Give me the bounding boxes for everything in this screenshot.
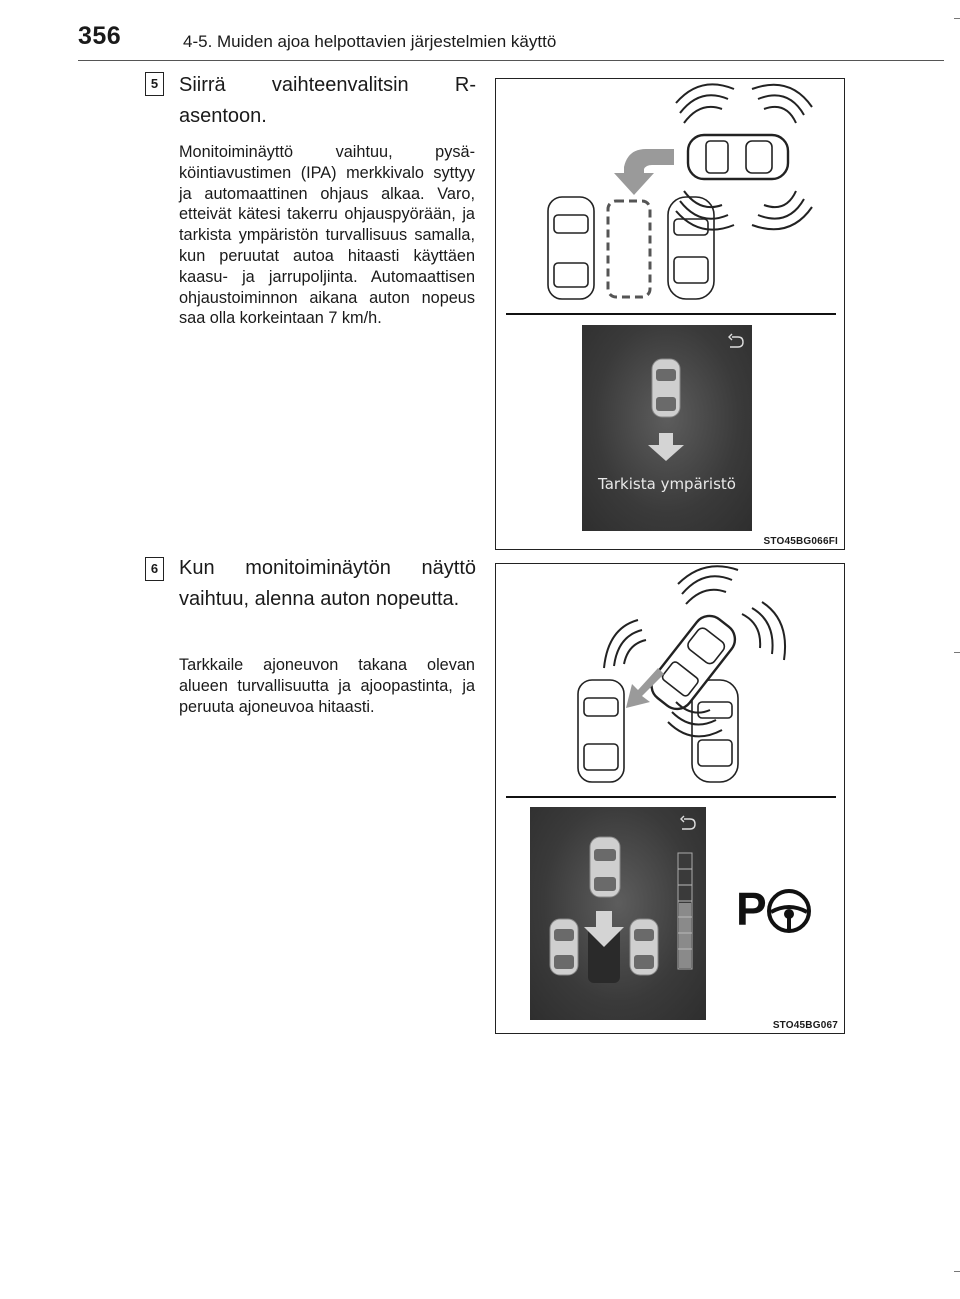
- steering-wheel-icon: [766, 888, 812, 934]
- figure-code: STO45BG067: [772, 1020, 838, 1031]
- step-body: Monitoiminäyttö vaihtuu, pysäköintiavustimen (IPA) merkkivalo syttyy ja automaattinen ohjaus alkaa. Varo, etteivät kätesi takerru ohjauspyörään, ja tarkista ympäristön turvallisuus samalla, kun peruutat autoa hitaasti käyttäen kaasu- ja jarrupoljinta. Automaattisen ohjaustoiminnon aikana auton nopeus saa olla korkeintaan 7 km/h.: [179, 143, 475, 328]
- parking-diagram: [496, 79, 844, 319]
- step-number-box: 6: [145, 557, 164, 581]
- return-arrow-icon: [682, 819, 695, 829]
- parking-diagram: [496, 564, 844, 794]
- return-arrow-icon: [730, 337, 743, 347]
- step-number-box: 5: [145, 72, 164, 96]
- crop-mark: [954, 18, 960, 19]
- page-number: 356: [78, 22, 122, 50]
- figure-parking-maneuver: [495, 563, 845, 1034]
- parked-car-icon: [548, 197, 594, 299]
- multi-info-display: [530, 807, 706, 1020]
- parked-car-icon: [578, 680, 624, 782]
- arrow-down-icon: [648, 433, 684, 461]
- section-title: 4-5. Muiden ajoa helpottavien järjestelmien käyttö: [183, 32, 557, 51]
- step-heading: Kun monitoiminäytön näyttö vaihtuu, alenna auton nopeutta.: [179, 557, 476, 610]
- target-parking-space: [608, 201, 650, 297]
- crop-mark: [954, 1271, 960, 1272]
- reverse-direction-arrow: [614, 149, 674, 195]
- figure-divider: [506, 796, 836, 798]
- ipa-indicator-letter: P: [736, 883, 767, 935]
- figure-parking-maneuver: [495, 78, 845, 550]
- step-heading: Siirrä vaihteenvalitsin R-asentoon.: [179, 74, 476, 127]
- figure-divider: [506, 313, 836, 315]
- crop-mark: [954, 652, 960, 653]
- own-car-icon: [688, 135, 788, 179]
- screen-message: Tarkista ympäristö: [598, 475, 736, 493]
- header-rule: [78, 60, 944, 61]
- multi-info-display: [582, 325, 752, 531]
- figure-code: STO45BG066FI: [763, 536, 838, 547]
- step-body: Tarkkaile ajoneuvon takana olevan alueen turvallisuutta ja ajoopastinta, ja peruuta ajoneuvoa hitaasti.: [179, 656, 475, 716]
